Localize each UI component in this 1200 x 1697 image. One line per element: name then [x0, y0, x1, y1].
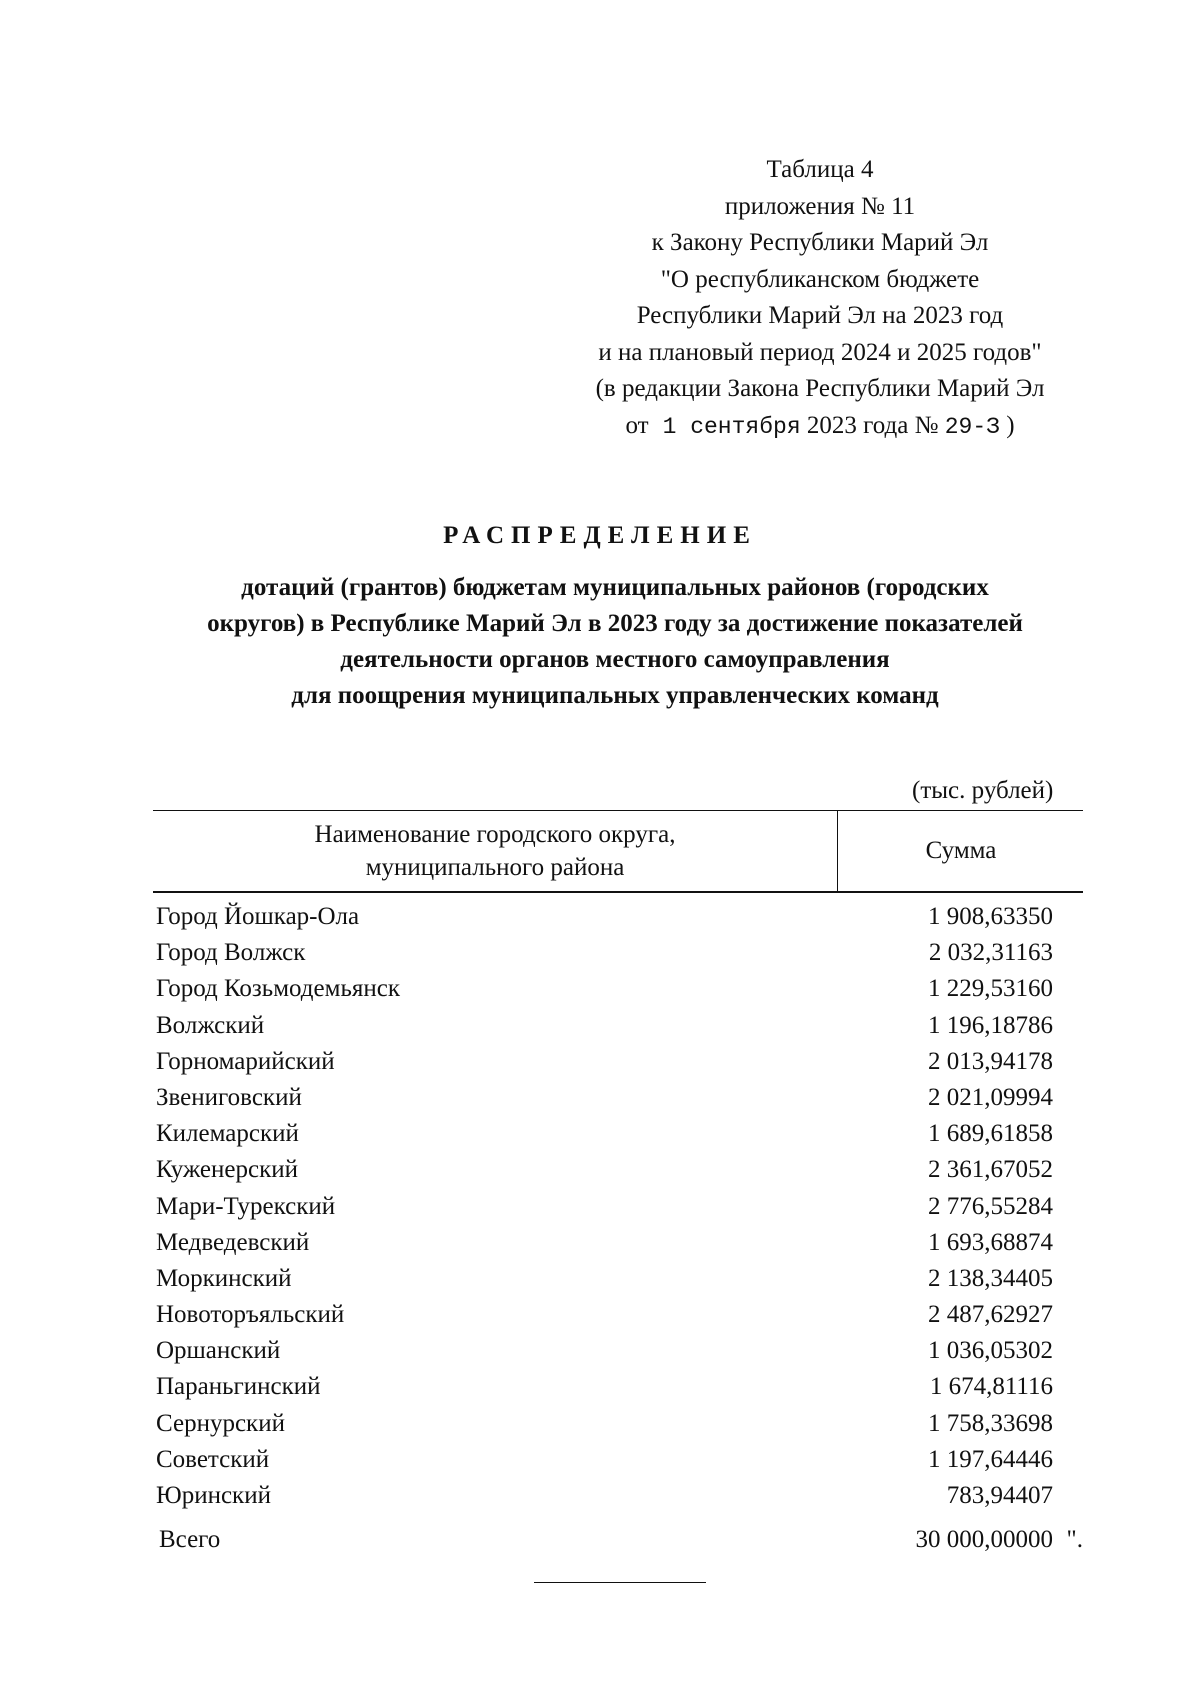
table-row [153, 1080, 1083, 1116]
header-line-planning-period: и на плановый период 2024 и 2025 годов" [598, 338, 1042, 366]
header-line-budget: "О республиканском бюджете [660, 265, 980, 293]
table-header [153, 810, 1083, 893]
header-line-appendix: приложения № 11 [724, 192, 916, 220]
table-row [153, 899, 1083, 935]
row-name: Город Йошкар-Ола [156, 903, 360, 930]
table-row [153, 1152, 1083, 1188]
row-name: Юринский [156, 1482, 271, 1509]
row-value: 2 776,55284 [928, 1192, 1053, 1220]
column-header-name-line1: Наименование городского округа, [314, 821, 676, 848]
header-line-date [560, 408, 1080, 446]
date-day-month: 1 сентября [662, 413, 801, 440]
row-name: Советский [156, 1445, 270, 1473]
table-row [153, 1189, 1083, 1225]
row-value: 2 138,34405 [928, 1264, 1053, 1292]
row-name: Параньгинский [156, 1373, 321, 1401]
row-value: 1 689,61858 [928, 1120, 1053, 1148]
subtitle-line: для поощрения муниципальных управленческих команд [291, 682, 939, 709]
row-name: Медведевский [156, 1228, 310, 1256]
distribution-table [153, 810, 1083, 1560]
subtitle-line: деятельности органов местного самоуправления [340, 646, 890, 673]
row-value: 2 032,31163 [928, 939, 1053, 967]
row-name: Сернурский [156, 1409, 285, 1437]
row-name: Горномарийский [156, 1047, 335, 1075]
row-name: Волжский [156, 1011, 265, 1039]
table-row [153, 1478, 1083, 1514]
row-name: Куженерский [156, 1156, 298, 1184]
row-name: Килемарский [156, 1120, 299, 1148]
row-name: Город Волжск [156, 939, 306, 967]
row-value: 1 229,53160 [928, 975, 1053, 1003]
row-value: 1 758,33698 [928, 1409, 1053, 1437]
row-name: Новоторъяльский [156, 1301, 345, 1329]
table-row [153, 1297, 1083, 1333]
header-line-republic-year: Республики Марий Эл на 2023 год [636, 302, 1004, 329]
date-year: 2023 года № [806, 411, 939, 439]
row-value: 1 693,68874 [928, 1228, 1053, 1256]
table-row [153, 1225, 1083, 1261]
row-value: 2 013,94178 [928, 1047, 1053, 1075]
row-name: Звениговский [156, 1083, 302, 1111]
document-title: РАСПРЕДЕЛЕНИЕ [443, 522, 757, 549]
table-row [153, 935, 1083, 971]
subtitle-line: дотаций (грантов) бюджетам муниципальных районов (городских [241, 574, 989, 601]
subtitle-line: округов) в Республике Марий Эл в 2023 году за достижение показателей [207, 610, 1023, 637]
row-name: Моркинский [156, 1264, 292, 1292]
table-row [153, 1333, 1083, 1369]
table-body [153, 899, 1083, 1514]
row-value: 1 908,63350 [928, 903, 1053, 930]
total-label: Всего [159, 1526, 221, 1554]
units-label: (тыс. рублей) [912, 777, 1054, 804]
column-header-sum: Сумма [925, 837, 997, 864]
header-line-table: Таблица 4 [766, 156, 874, 183]
appendix-header [560, 152, 1080, 445]
row-value: 2 487,62927 [928, 1301, 1053, 1329]
table-row [153, 1261, 1083, 1297]
row-value: 1 036,05302 [928, 1337, 1053, 1365]
row-value: 1 674,81116 [929, 1373, 1053, 1401]
row-name: Город Козьмодемьянск [156, 975, 400, 1003]
header-line-law: к Закону Республики Марий Эл [651, 229, 989, 256]
end-separator-line [534, 1582, 706, 1583]
column-header-name-line2: муниципального района [365, 854, 625, 881]
date-suffix: ) [1006, 411, 1015, 439]
law-number: 29-З [944, 413, 1000, 440]
row-name: Мари-Турекский [156, 1192, 336, 1220]
row-name: Оршанский [156, 1337, 281, 1365]
row-value: 1 197,64446 [928, 1445, 1053, 1473]
row-value: 2 021,09994 [928, 1083, 1053, 1111]
table-row [153, 1044, 1083, 1080]
table-row [153, 1008, 1083, 1044]
table-row [153, 1442, 1083, 1478]
table-row [153, 1116, 1083, 1152]
column-header-name [153, 811, 838, 891]
document-subtitle [150, 570, 1080, 714]
closing-quote: ". [1066, 1526, 1083, 1554]
table-row [153, 1369, 1083, 1405]
row-value: 783,94407 [946, 1482, 1053, 1509]
date-prefix: от [625, 411, 649, 439]
table-row [153, 1406, 1083, 1442]
row-value: 1 196,18786 [928, 1011, 1053, 1039]
total-row [153, 1520, 1083, 1560]
total-value: 30 000,00000 [915, 1526, 1053, 1554]
row-value: 2 361,67052 [928, 1156, 1053, 1184]
header-line-edition: (в редакции Закона Республики Марий Эл [595, 375, 1045, 402]
table-row [153, 971, 1083, 1007]
